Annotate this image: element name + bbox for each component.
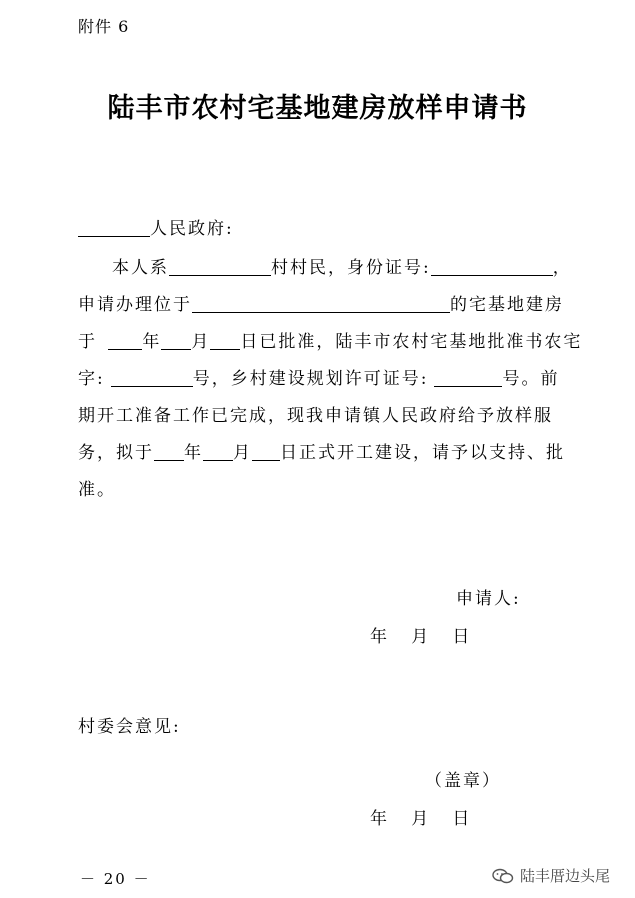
paragraph-line-4 xyxy=(78,364,559,389)
text-segment: ， xyxy=(552,258,572,278)
text-segment: 日正式开工建设，请予以支持、批 xyxy=(280,443,565,463)
text-segment: 日已批准，陆丰市农村宅基地批准书农宅 xyxy=(240,332,583,352)
blank-approval-number[interactable] xyxy=(111,368,193,387)
applicant-label: 申请人: xyxy=(456,589,521,609)
paragraph-line-6 xyxy=(78,438,565,463)
text-segment: 的宅基地建房 xyxy=(450,295,564,315)
committee-date: 年 月 日 xyxy=(370,809,472,829)
applicant-date: 年 月 日 xyxy=(370,627,472,647)
paragraph-line-5: 期开工准备工作已完成，现我申请镇人民政府给予放样服 xyxy=(78,406,553,426)
text-segment: 字: xyxy=(78,369,105,389)
blank-location[interactable] xyxy=(192,294,450,313)
wechat-icon xyxy=(492,868,514,884)
paragraph-line-1 xyxy=(112,253,572,278)
text-segment: 申请办理位于 xyxy=(78,295,192,315)
blank-village[interactable] xyxy=(169,257,271,276)
text-segment: 月 xyxy=(191,332,211,352)
text-segment: 号，乡村建设规划许可证号: xyxy=(192,369,429,389)
blank-month[interactable] xyxy=(161,331,191,350)
text-segment: 本人系 xyxy=(112,258,169,278)
page-number: － 20 － xyxy=(80,870,151,888)
blank-permit-number[interactable] xyxy=(434,368,502,387)
document-title: 陆丰市农村宅基地建房放样申请书 xyxy=(107,93,528,124)
blank-start-day[interactable] xyxy=(252,442,280,461)
committee-opinion-label: 村委会意见: xyxy=(78,717,181,737)
blank-government[interactable] xyxy=(78,218,150,237)
text-segment: 年 xyxy=(184,443,203,463)
addressee-line xyxy=(78,214,234,239)
blank-day[interactable] xyxy=(210,331,240,350)
text-segment: 月 xyxy=(233,443,252,463)
addressee-text: 人民政府: xyxy=(150,219,234,239)
text-segment: 于 xyxy=(78,332,97,352)
seal-label: （盖章） xyxy=(425,771,501,791)
attachment-label: 附件 6 xyxy=(78,17,130,36)
text-segment: 号。前 xyxy=(502,369,560,389)
watermark xyxy=(492,865,610,886)
text-segment: 务，拟于 xyxy=(78,443,154,463)
paragraph-line-7: 准。 xyxy=(78,480,116,500)
paragraph-line-3 xyxy=(78,327,582,352)
blank-year[interactable] xyxy=(108,331,142,350)
blank-start-year[interactable] xyxy=(154,442,184,461)
watermark-text: 陆丰厝边头尾 xyxy=(520,867,611,885)
blank-start-month[interactable] xyxy=(203,442,233,461)
text-segment: 年 xyxy=(142,332,162,352)
blank-id-number[interactable] xyxy=(431,257,553,276)
text-segment: 村村民，身份证号: xyxy=(271,258,431,278)
paragraph-line-2 xyxy=(78,290,564,315)
